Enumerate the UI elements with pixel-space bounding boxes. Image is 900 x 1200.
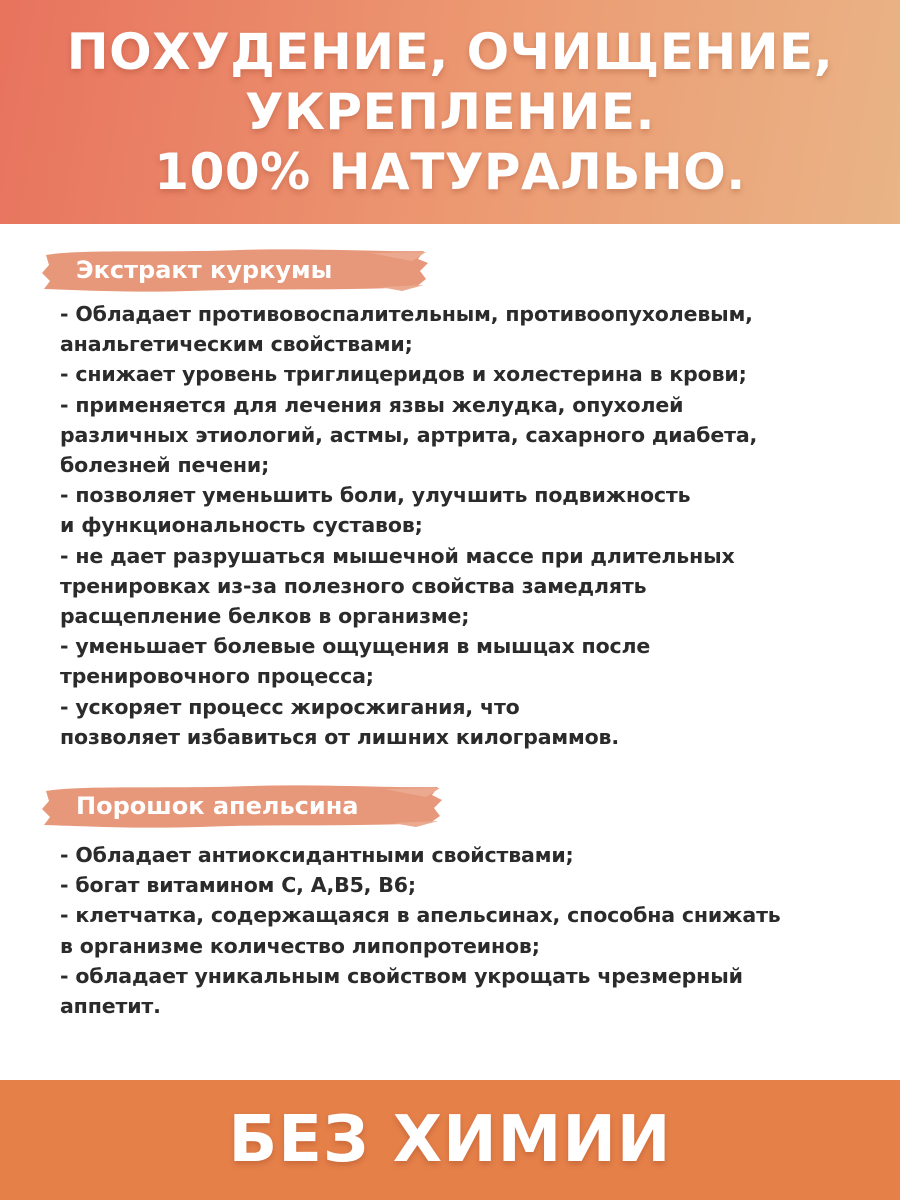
headline-line-2: УКРЕПЛЕНИЕ.	[244, 83, 656, 141]
body-line: - клетчатка, содержащаяся в апельсинах, способна снижать	[60, 903, 781, 928]
body-line: - применяется для лечения язвы желудка, опухолей	[60, 392, 684, 417]
body-line: в организме количество липопротеинов;	[60, 933, 540, 958]
header-banner	[0, 0, 900, 224]
body-line: болезней печени;	[60, 453, 270, 478]
body-line: - Обладает противовоспалительным, противоопухолевым,	[60, 302, 753, 326]
section-body-turmeric	[60, 299, 860, 752]
body-line: и функциональность суставов;	[60, 513, 423, 538]
body-line: - ускоряет процесс жиросжигания, что	[60, 694, 520, 719]
body-line: - обладает уникальным свойством укрощать чрезмерный	[60, 963, 743, 988]
section-label-turmeric	[40, 247, 430, 293]
body-line: - позволяет уменьшить боли, улучшить подвижность	[60, 483, 691, 508]
body-line: различных этиологий, астмы, артрита, сахарного диабета,	[60, 422, 758, 447]
body-line: - не дает разрушаться мышечной массе при длительных	[60, 543, 735, 568]
body-line: - снижает уровень триглицеридов и холестерина в крови;	[60, 362, 747, 387]
section-label-orange	[40, 783, 445, 829]
footer-slogan: БЕЗ ХИМИИ	[228, 1103, 672, 1177]
body-line: аппетит.	[60, 994, 161, 1019]
body-line: - Обладает антиоксидантными свойствами;	[60, 843, 574, 867]
headline-line-3: 100% НАТУРАЛЬНО.	[154, 143, 746, 201]
body-line: тренировках из-за полезного свойства замедлять	[60, 573, 647, 598]
body-line: позволяет избавиться от лишних килограммов.	[60, 724, 620, 749]
body-line: - уменьшает болевые ощущения в мышцах после	[60, 634, 651, 659]
section-title: Порошок апельсина	[76, 792, 359, 820]
body-line: - богат витамином С, А,В5, В6;	[60, 873, 416, 898]
section-body-orange	[60, 840, 860, 1021]
body-line: тренировочного процесса;	[60, 664, 374, 689]
footer-banner	[0, 1080, 900, 1200]
headline-line-1: ПОХУДЕНИЕ, ОЧИЩЕНИЕ,	[66, 23, 834, 81]
body-line: анальгетическим свойствами;	[60, 332, 413, 357]
section-title: Экстракт куркумы	[76, 256, 333, 284]
body-line: расщепление белков в организме;	[60, 604, 470, 629]
